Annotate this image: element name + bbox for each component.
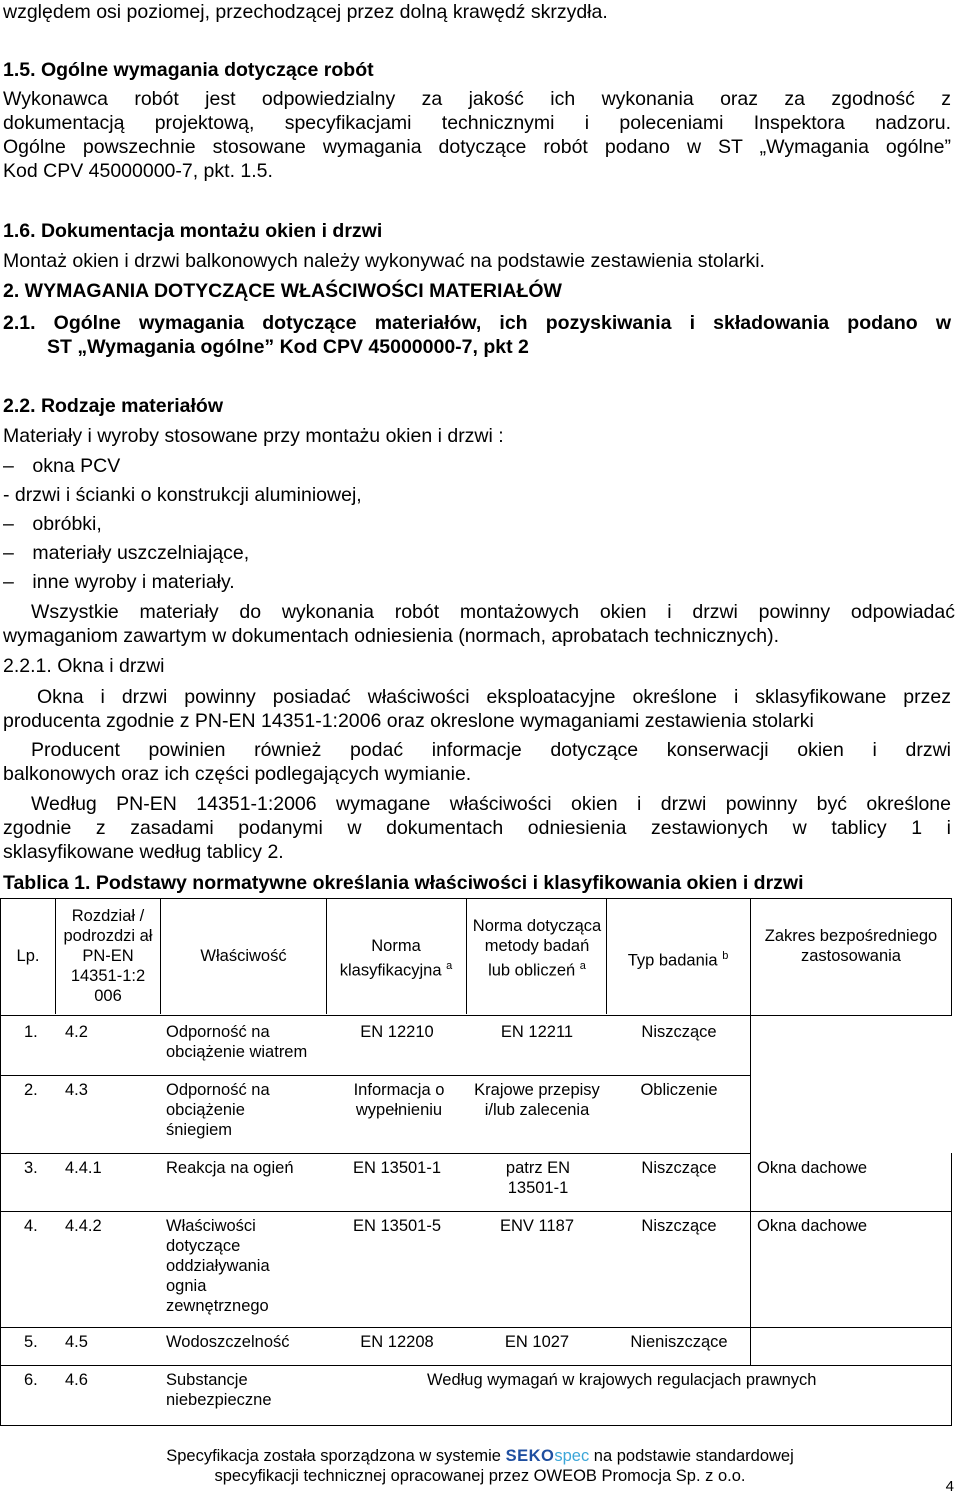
cell-rozdzial: 4.4.1 [65,1159,102,1177]
list-item: – okna PCV [3,455,121,477]
cell-wlasciwosc: Odporność na obciążenie śniegiem [166,1081,270,1139]
list-item: – obróbki, [3,513,102,535]
section-heading-2-1: 2.1. Ogólne wymagania dotyczące materiałów, ich pozyskiwania i składowania podano w [3,312,951,334]
cell-norma-metody: EN 1027 [504,1333,570,1351]
header-wlasciwosc: Właściwość [200,947,287,965]
cell-typ: Niszczące [641,1159,717,1177]
table-row-divider [0,1365,952,1366]
cell-norma-klasyfikacyjna: EN 12210 [360,1023,434,1041]
table-row-divider [0,1327,952,1328]
cell-zakres: Okna dachowe [757,1217,868,1235]
paragraph-line: balkonowych oraz ich części podlegających wymianie. [3,763,472,785]
cell-lp: 3. [24,1159,38,1177]
paragraph-line: Okna i drzwi powinny posiadać właściwości eksploatacyjne określone i sklasyfikowane przez [37,686,951,708]
paragraph-line: Producent powinien również podać informacje dotyczące konserwacji okien i drzwi [31,739,951,761]
section-heading-2-2-1: 2.2.1. Okna i drzwi [3,655,165,677]
paragraph-line: dokumentacją projektową, specyfikacjami technicznymi i poleceniami Inspektora nadzoru. [3,112,951,134]
table-divider [750,1014,751,1365]
paragraph-line: Wykonawca robót jest odpowiedzialny za jakość ich wykonania oraz za zgodność z [3,88,951,110]
cell-lp: 1. [24,1023,38,1041]
cell-rozdzial: 4.6 [65,1371,88,1389]
section-heading-2: 2. WYMAGANIA DOTYCZĄCE WŁAŚCIWOŚCI MATERIAŁÓW [3,280,562,302]
page-number: 4 [945,1478,954,1495]
cell-norma-klasyfikacyjna: EN 13501-5 [352,1217,442,1235]
table-divider [0,1014,1,1425]
cell-zakres: Okna dachowe [757,1159,868,1177]
list-item: - drzwi i ścianki o konstrukcji aluminiowej, [3,484,362,506]
cell-norma-klasyfikacyjna: EN 12208 [360,1333,434,1351]
list-item: – inne wyroby i materiały. [3,571,235,593]
table-divider [326,898,327,1014]
header-rozdzial: Rozdział / podrozdzi ał PN-EN 14351-1:2 006 [63,907,153,1005]
header-norma-metody: Norma dotycząca metody badań lub obliczeń $^a$ [472,917,602,980]
footer-line-1 [0,1446,960,1466]
section-heading-2-2: 2.2. Rodzaje materiałów [3,395,223,417]
table-divider [606,898,607,1014]
cell-wlasciwosc: Reakcja na ogień [166,1159,294,1177]
table-divider [160,898,161,1014]
footer-line-2: specyfikacji technicznej opracowanej przez OWEOB Promocja Sp. z o.o. [214,1467,746,1485]
footer-text: na podstawie standardowej [593,1447,794,1465]
cell-wlasciwosc: Właściwości dotyczące oddziaływania ognia zewnętrznego [166,1217,270,1315]
section-heading-1-6: 1.6. Dokumentacja montażu okien i drzwi [3,220,383,242]
cell-norma-metody: Krajowe przepisy i/lub zalecenia [474,1081,600,1119]
table-row-divider [0,1075,750,1076]
section-heading-1-5: 1.5. Ogólne wymagania dotyczące robót [3,59,374,81]
cell-norma-metody: ENV 1187 [500,1217,574,1235]
paragraph-line: wymaganiom zawartym w dokumentach odniesienia (normach, aprobatach technicznych). [3,625,780,647]
cell-lp: 2. [24,1081,38,1099]
cell-typ: Niszczące [641,1023,717,1041]
table-row-divider [0,1211,952,1212]
cell-lp: 6. [24,1371,38,1389]
paragraph-line: Według PN-EN 14351-1:2006 wymagane właściwości okien i drzwi powinny być określone [31,793,951,815]
paragraph-line: Kod CPV 45000000-7, pkt. 1.5. [3,160,273,182]
cell-rozdzial: 4.3 [65,1081,88,1099]
header-norma-klasyfikacyjna: Norma klasyfikacyjna $^a$ [339,937,453,980]
table-row-divider [0,1425,952,1426]
section-heading-2-1-cont: ST „Wymagania ogólne” Kod CPV 45000000-7, pkt 2 [47,336,529,358]
table-divider [951,1153,952,1425]
footer-text: Specyfikacja została sporządzona w systemie [166,1447,501,1465]
cell-typ: Obliczenie [640,1081,718,1099]
paragraph-line: Ogólne powszechnie stosowane wymagania dotyczące robót podano w ST „Wymagania ogólne” [3,136,951,158]
paragraph-line: sklasyfikowane według tablicy 2. [3,841,284,863]
text-line: względem osi poziomej, przechodzącej przez dolną krawędź skrzydła. [3,1,608,23]
cell-rozdzial: 4.2 [65,1023,88,1041]
paragraph-line: Wszystkie materiały do wykonania robót montażowych okien i drzwi powinny odpowiadać [31,601,955,623]
cell-typ: Niszczące [641,1217,717,1235]
table-divider [55,898,56,1014]
cell-wlasciwosc: Odporność na obciążenie wiatrem [166,1023,308,1061]
header-lp: Lp. [16,947,40,965]
sekospec-logo: SEKOspec [505,1447,590,1465]
table-title: Tablica 1. Podstawy normatywne określania właściwości i klasyfikowania okien i drzwi [3,872,804,894]
paragraph-line: Materiały i wyroby stosowane przy montażu okien i drzwi : [3,425,504,447]
table-divider [750,898,751,1014]
table-row-divider [0,1153,750,1154]
paragraph-line: producenta zgodnie z PN-EN 14351-1:2006 oraz okreslone wymaganiami zestawienia stolarki [3,710,814,732]
paragraph-line: zgodnie z zasadami podanymi w dokumentach odniesienia zestawionych w tablicy 1 i [3,817,951,839]
cell-wlasciwosc: Substancje niebezpieczne [166,1371,272,1409]
cell-rozdzial: 4.5 [65,1333,88,1351]
cell-merged-requirements: Według wymagań w krajowych regulacjach prawnych [427,1371,817,1389]
cell-lp: 5. [24,1333,38,1351]
cell-norma-klasyfikacyjna: Informacja o wypełnieniu [353,1081,445,1119]
cell-typ: Nieniszczące [630,1333,728,1351]
cell-norma-klasyfikacyjna: EN 13501-1 [352,1159,442,1177]
paragraph-line: Montaż okien i drzwi balkonowych należy wykonywać na podstawie zestawienia stolarki. [3,250,765,272]
cell-norma-metody: EN 12211 [500,1023,574,1041]
cell-lp: 4. [24,1217,38,1235]
header-typ-badania: Typ badania $^b$ [627,950,729,970]
header-zakres: Zakres bezpośredniego zastosowania [764,927,938,965]
cell-wlasciwosc: Wodoszczelność [166,1333,290,1351]
cell-rozdzial: 4.4.2 [65,1217,102,1235]
list-item: – materiały uszczelniające, [3,542,250,564]
cell-norma-metody: patrz EN 13501-1 [505,1159,571,1197]
table-divider [466,898,467,1014]
